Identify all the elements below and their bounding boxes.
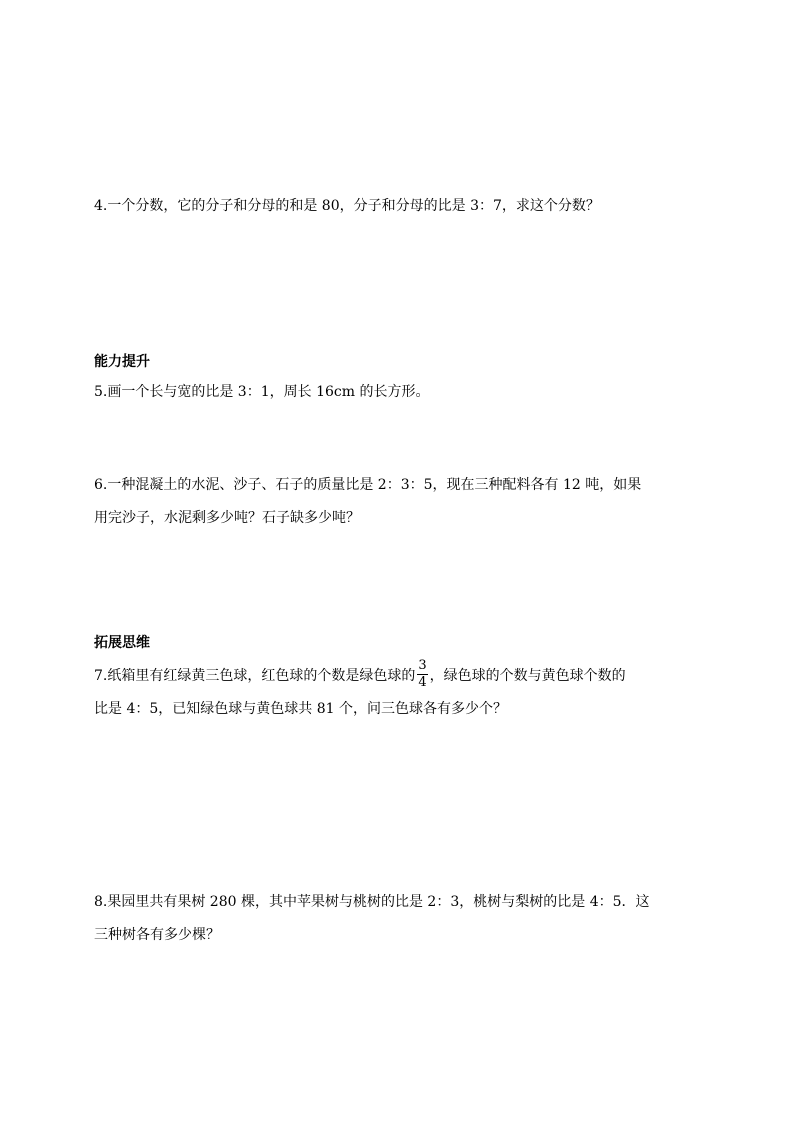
question-6 — [94, 469, 706, 535]
question-4-text: 4.一个分数，它的分子和分母的和是 80，分子和分母的比是 3：7，求这个分数？ — [94, 198, 600, 214]
question-7-line-1 — [94, 657, 706, 693]
question-7-line-2: 比是 4：5，已知绿色球与黄色球共 81 个，问三色球各有多少个？ — [94, 701, 507, 717]
question-8-line-1: 8.果园里共有果树 280 棵，其中苹果树与桃树的比是 2：3，桃树与梨树的比是 4：5．这 — [94, 894, 650, 910]
question-8-line-2: 三种树各有多少棵？ — [94, 927, 220, 943]
question-8 — [94, 886, 706, 952]
question-6-line-1: 6.一种混凝土的水泥、沙子、石子的质量比是 2：3：5，现在三种配料各有 12 吨，如果 — [94, 477, 642, 493]
question-7 — [94, 657, 706, 726]
question-4 — [94, 190, 706, 223]
question-7-text-after-fraction: ，绿色球的个数与黄色球个数的 — [429, 668, 626, 684]
section-heading-extension: 拓展思维 — [94, 635, 150, 651]
fraction-three-quarters — [417, 659, 427, 690]
question-7-text-before-fraction: 7.纸箱里有红绿黄三色球，红色球的个数是绿色球的 — [94, 668, 416, 684]
fraction-denominator: 4 — [418, 674, 427, 690]
question-6-line-2: 用完沙子，水泥剩多少吨？石子缺多少吨？ — [94, 510, 360, 526]
fraction-numerator: 3 — [418, 657, 427, 673]
question-5 — [94, 376, 706, 409]
section-heading-ability: 能力提升 — [94, 354, 150, 370]
question-5-text: 5.画一个长与宽的比是 3：1，周长 16cm 的长方形。 — [94, 384, 430, 400]
